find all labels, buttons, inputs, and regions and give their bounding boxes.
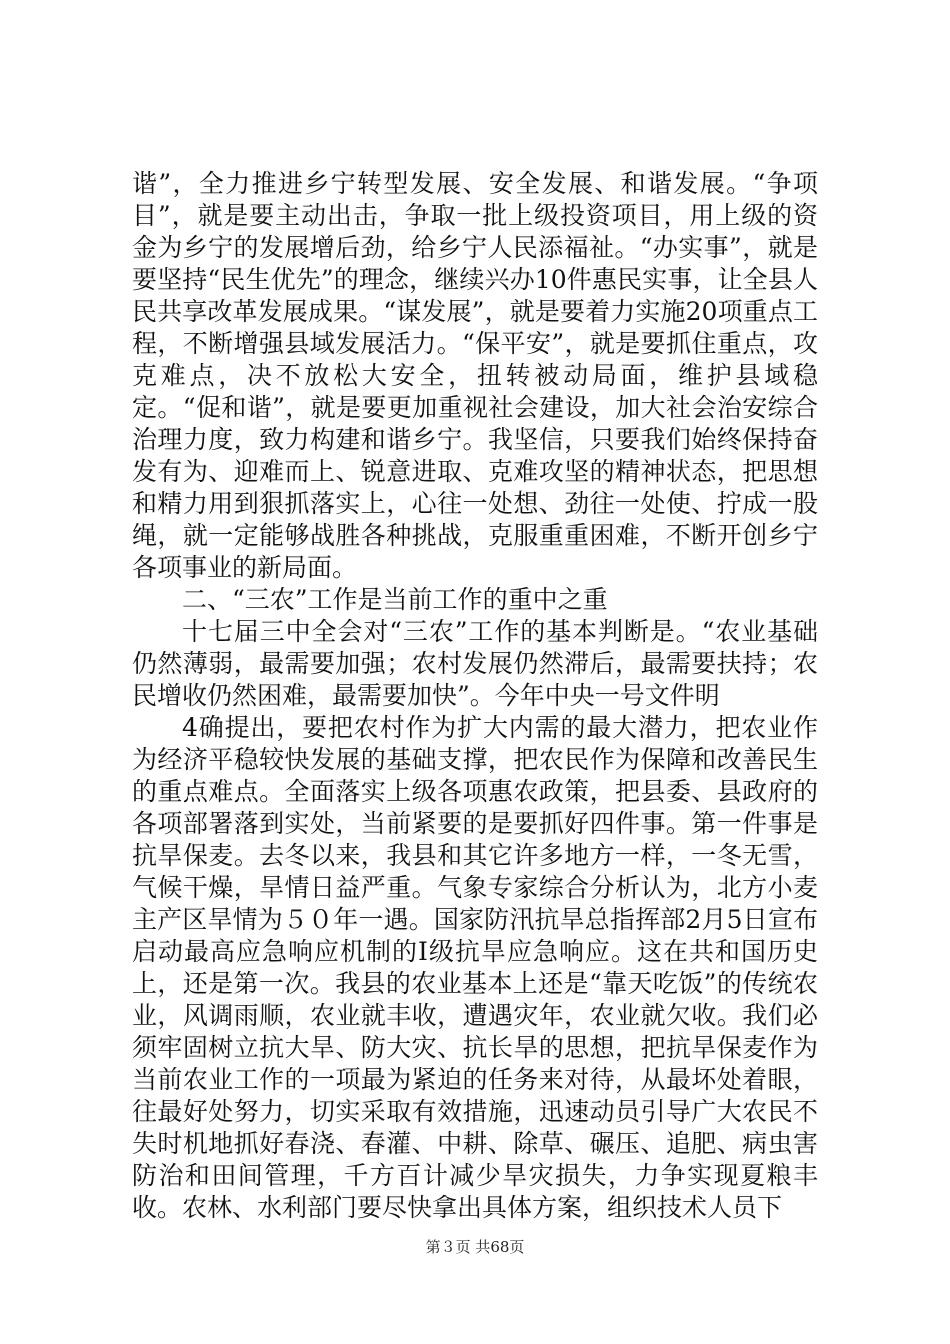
paragraph: 4确提出，要把农村作为扩大内需的最大潜力，把农业作为经济平稳较快发展的基础支撑，把农民作为保障和改善民生的重点难点。全面落实上级各项惠农政策，把县委、县政府的各项部署落到实处，当前紧要的是要抓好四件事。第一件事是抗旱保麦。去冬以来，我县和其它许多地方一样，一冬无雪，气候干燥，旱情日益严重。气象专家综合分析认为，北方小麦主产区旱情为５０年一遇。国家防汛抗旱总指挥部2月5日宣布启动最高应急响应机制的Ⅰ级抗旱应急响应。这在共和国历史上，还是第一次。我县的农业基本上还是“靠天吃饭”的传统农业，风调雨顺，农业就丰收，遭遇灾年，农业就欠收。我们必须牢固树立抗大旱、防大灾、抗长旱的思想，把抗旱保麦作为当前农业工作的一项最为紧迫的任务来对待，从最坏处着眼，往最好处努力，切实采取有效措施，迅速动员引导广大农民不失时机地抓好春浇、春灌、中耕、除草、碾压、追肥、病虫害防治和田间管理，千方百计减少旱灾损失，力争实现夏粮丰收。农林、水利部门要尽快拿出具体方案，组织技术人员下 [132,713,818,1222]
paragraph: 十七届三中全会对“三农”工作的基本判断是。“农业基础仍然薄弱，最需要加强；农村发展仍然滞后，最需要扶持；农民增收仍然困难，最需要加快”。今年中央一号文件明 [132,617,818,710]
document-body [132,168,818,1224]
section-heading: 二、“三农”工作是当前工作的重中之重 [182,585,608,614]
paragraph-continuation: 谐”，全力推进乡宁转型发展、安全发展、和谐发展。“争项目”，就是要主动出击，争取一批上级投资项目，用上级的资金为乡宁的发展增后劲，给乡宁人民添福祉。“办实事”，就是要坚持“民生优先”的理念，继续兴办10件惠民实事，让全县人民共享改革发展成果。“谋发展”，就是要着力实施20项重点工程，不断增强县域发展活力。“保平安”，就是要抓住重点，攻克难点，决不放松大安全，扭转被动局面，维护县域稳定。“促和谐”，就是要更加重视社会建设，加大社会治安综合治理力度，致力构建和谐乡宁。我坚信，只要我们始终保持奋发有为、迎难而上、锐意进取、克难攻坚的精神状态，把思想和精力用到狠抓落实上，心往一处想、劲往一处使、拧成一股绳，就一定能够战胜各种挑战，克服重重困难，不断开创乡宁各项事业的新局面。 [132,169,818,582]
page-number-footer: 第３页 共68页 [425,1238,525,1256]
